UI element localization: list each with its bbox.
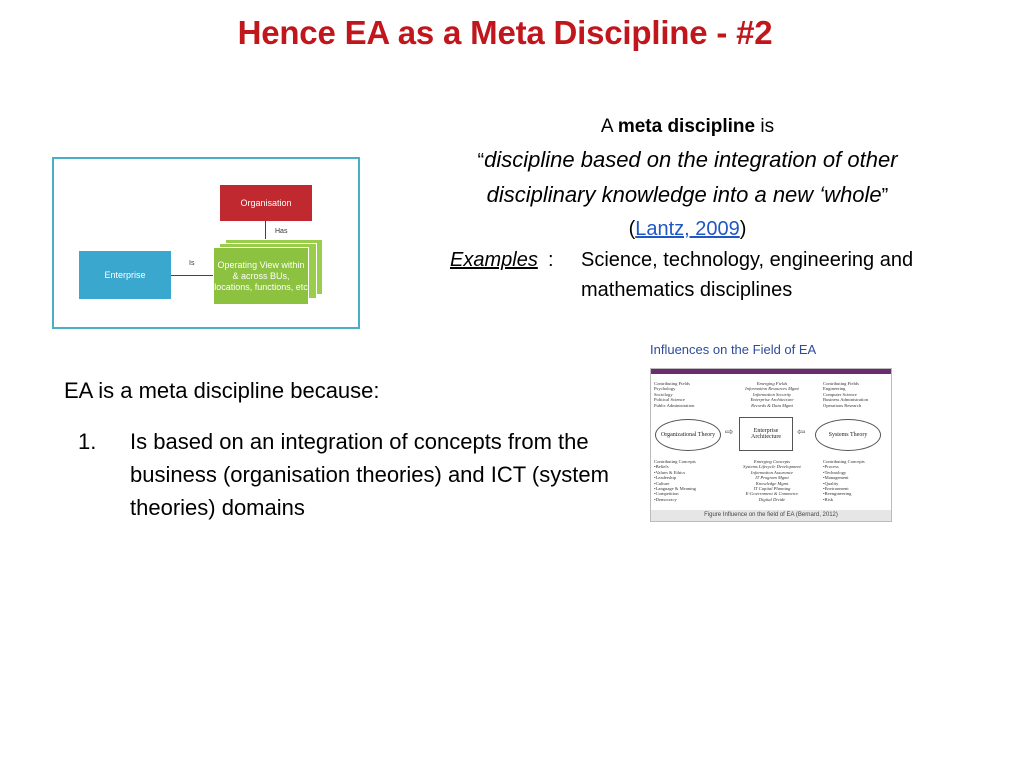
definition-suffix: is <box>755 116 775 137</box>
figure-left-top: Contributing Fields Psychology Sociology Political Science Public Administration <box>654 381 695 408</box>
figure-right-top: Contributing Fields Engineering Computer Science Business Administration Operations Research <box>823 381 869 408</box>
is-connector <box>171 275 213 276</box>
definition-quote-line2 <box>410 178 965 213</box>
figure-left-node: Organizational Theory <box>655 419 721 451</box>
figure-right-node: Systems Theory <box>815 419 881 451</box>
ea-diagram <box>52 157 360 329</box>
figure-mid-top: Emerging Fields Information Resources Mgmt Information Security Enterprise Architecture Records & Data Mgmt <box>745 381 799 408</box>
enterprise-box: Enterprise <box>79 251 171 299</box>
definition-quote-line1 <box>410 143 965 178</box>
because-heading: EA is a meta discipline because: <box>64 378 380 403</box>
definition-term: meta discipline <box>617 116 756 137</box>
slide-title: Hence EA as a Meta Discipline - #2 <box>237 14 773 51</box>
figure-center-node: Enterprise Architecture <box>739 417 793 451</box>
definition-citation <box>410 213 965 246</box>
is-label: Is <box>189 260 195 267</box>
definition-intro <box>410 110 965 143</box>
figure-left-bottom: Contributing Concepts •Beliefs •Values & Ethics •Leadership •Culture •Language & Meaning •Competition •Democracy <box>654 459 696 502</box>
cite-open: ( <box>628 218 636 240</box>
organisation-box: Organisation <box>220 185 312 221</box>
has-label: Has <box>275 228 288 235</box>
examples-text: Science, technology, engineering and mathematics disciplines <box>581 249 914 301</box>
figure-mid-bottom: Emerging Concepts Systems Lifecycle Development Information Assurance IT Program Mgmt Knowledge Mgmt IT Capital Planning E-Government & Commerce Digital Divide <box>743 459 801 502</box>
figure-caption: Figure Influence on the field of EA (Bernard, 2012) <box>651 510 891 521</box>
list-item-text: Is based on an integration of concepts from the business (organisation theories) and ICT (system theories) domains <box>130 429 609 520</box>
examples-label: Examples <box>450 249 538 271</box>
quote-text-2: disciplinary knowledge into a new ‘whole <box>486 182 882 207</box>
figure-top-band <box>651 369 891 374</box>
definition-prefix: A <box>600 116 618 137</box>
right-arrow-icon: ⇨ <box>725 427 734 438</box>
influences-figure <box>650 368 892 522</box>
operating-view-box: Operating View within & across BUs, locations, functions, etc <box>213 247 309 305</box>
figure-right-bottom: Contributing Concepts •Process •Technology •Management •Quality •Environment •Reengineering •Risk <box>823 459 865 502</box>
examples-colon: : <box>548 249 554 271</box>
definition-block <box>410 110 965 246</box>
open-quote: “ <box>477 150 485 172</box>
quote-text-1: discipline based on the integration of other <box>484 147 898 172</box>
close-quote: ” <box>881 185 889 207</box>
citation-link[interactable]: Lantz, 2009 <box>635 218 740 240</box>
cite-close: ) <box>739 218 747 240</box>
list-item-number: 1. <box>78 429 97 454</box>
figure-title: Influences on the Field of EA <box>650 342 817 357</box>
left-arrow-icon: ⇦ <box>797 427 806 438</box>
